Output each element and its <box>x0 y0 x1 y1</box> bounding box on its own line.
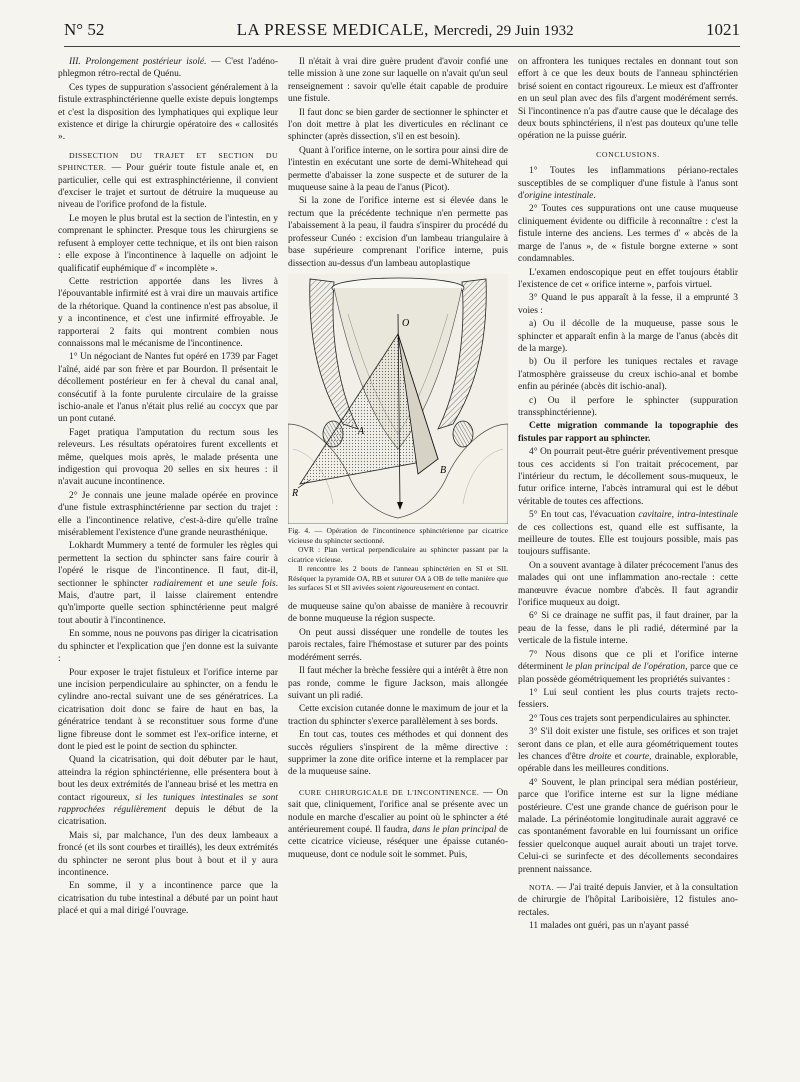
paragraph: NOTA. — J'ai traité depuis Janvier, et à la consultation de chirurgie de l'hôpital Lariboisière, 12 fistules ano-rectales. <box>518 883 738 918</box>
journal-title <box>237 20 574 40</box>
paragraph: Faget pratiqua l'amputation du rectum sous les releveurs. Les résultats opératoires furent excellents et même, quelques mois après, le malade présenta une indigestion qui provoqua 20 selles en six heures : il n'avait aucune incontinence. <box>58 427 278 488</box>
paragraph: Il n'était à vrai dire guère prudent d'avoir confié une telle mission à une zone sur laquelle on n'avait qu'un seul renseignement : savoir qu'elle était capable de produire une fistule. <box>288 57 508 105</box>
paragraph: Lokhardt Mummery a tenté de formuler les règles qui permettent la section du sphincter sans faire courir à l'opéré le risque de l'incontinence. Il faut, dit-il, sectionner le sphincter radiairement et une seule fois. Mais, d'autre part, il laisse clairement entendre qu'n'importe quelle section sphinctérienne peut malgré tout aboutir à l'incontinence. <box>58 541 278 626</box>
paragraph: En somme, il y a incontinence parce que la cicatrisation du tube intestinal a débuté par un point haut placé et qui a mal dirigé l'ouvrage. <box>58 881 278 917</box>
paragraph: Il faut donc se bien garder de sectionner le sphincter et l'on doit mettre à plat les diverticules en réclinant ce sphincter (après dissection, s'il en est besoin). <box>288 107 508 143</box>
paragraph: Pour exposer le trajet fistuleux et l'orifice interne par une incision perpendiculaire au sphincter, on a fendu le cylindre ano-rectal suivant une de ses génératrices. La cicatrisation doit donc se faire de haut en bas, la génératrice tendant à se reconstituer sous forme d'une ligne fibreuse dont le sommet est l'ex-orifice interne, et dont le pied est le point de section du sphincter. <box>58 667 278 752</box>
sphincter-right <box>453 421 473 447</box>
figure-4-illustration <box>288 274 508 524</box>
paragraph: Mais si, par malchance, l'un des deux lambeaux a froncé (et ils sont courbes et tiraillés), les deux extrémités du sphincter ne seront plus bout à bout et il y aura incontinence. <box>58 830 278 878</box>
paragraph: Ces types de suppuration s'associent généralement à la fistule extrasphinctérienne quelle existe depuis longtemps et c'est la disposition des lymphatiques qui explique leur existence et dirige la chirurgie opératoire des « callosités ». <box>58 82 278 143</box>
figure-caption <box>288 526 508 593</box>
paragraph: 2° Je connais une jeune malade opérée en province d'une fistule extrasphinctérienne par section du trajet : elle a l'incontinence relative, c'est-à-dire qu'elle traîne misérablement l'existence d'une grande neurasthénique. <box>58 490 278 539</box>
section-heading-conclusions: CONCLUSIONS. <box>596 149 660 159</box>
paragraph: 4° On pourrait peut-être guérir préventivement presque tous ces accidents si l'on traitait précocement, par l'intérieur du rectum, le décollement sous-muqueux, le futur orifice interne, l'abcès intramural qui est le début véritable de toutes ces affections. <box>518 447 738 507</box>
paragraph: on affrontera les tuniques rectales en donnant tout son effort à ce que les deux bouts de l'anneau sphinctérien brisé soient en contact rigoureux. Le mieux est d'affronter en un seul plan avec des fils d'argent modérément serrés. Si l'incontinence n'a pas d'autre cause que le décalage des deux bouts sphinctériens, il n'est pas douteux qu'une telle opération ne la puisse guérir. <box>518 57 738 142</box>
paragraph: Il faut mécher la brèche fessière qui a intérêt à être non pas ronde, comme le figure Jackson, mais allongée suivant un pli radié. <box>288 666 508 701</box>
paragraph: 3° Quand le pus apparaît à la fesse, il a emprunté 3 voies : <box>518 293 738 316</box>
paragraph: CURE CHIRURGICALE DE L'INCONTINENCE. — On sait que, cliniquement, l'orifice anal se présente avec un nodule en marche d'escalier au point où le sphincter a été antérieurement coupé. Il faudra, dans le plan principal de cette cicatrice vicieuse, réséquer une épaisse cutanéo-muqueuse, dont ce nodule soit le sommet. Puis, <box>288 787 508 860</box>
paragraph: Si la zone de l'orifice interne est si élevée dans le rectum que la précédente technique n'en permette pas l'abaissement à la peau, il faudra s'inspirer du procédé du professeur Cunéo : excision d'un lambeau triangulaire à base supérieure comprenant l'orifice interne, puis dissection au-dessus d'un lambeau autoplastique <box>288 196 508 269</box>
label-r: R <box>292 487 299 499</box>
paragraph: 4° Souvent, le plan principal sera médian postérieur, parce que l'orifice interne est sur la ligne médiane postérieure. C'est une grande chance de guérison pour le malade. La périnéotomie longitudinale aurait aggravé ce cas spontanément favorable en lui fournissant un orifice fessier quelconque auquel aurait abouti un trajet torve. Celui-ci se surinfecte et des décollements secondaires prennent naissance. <box>518 777 738 875</box>
paragraph: 1° Un négociant de Nantes fut opéré en 1739 par Faget l'aîné, aidé par son frère et par Bourdon. Il présentait le décollement postérieur en fer à cheval du canal anal, consécutif à la fonte purulente circulaire de la graisse ischio-anale et l'anus n'était plus relié au coccyx que par un pont cutané. <box>58 352 278 425</box>
paragraph: En tout cas, toutes ces méthodes et qui donnent des succès réguliers s'inspirent de la même directive : supprimer la zone dite orifice interne et la remplacer par de la muqueuse saine. <box>288 730 508 778</box>
paragraph: En somme, nous ne pouvons pas diriger la cicatrisation du sphincter et l'explication que j'en donne est la suivante : <box>58 629 278 665</box>
journal-name: LA PRESSE MEDICALE, <box>236 20 429 39</box>
paragraph: 7° Nous disons que ce pli et l'orifice interne déterminent le plan principal de l'opération, parce que ce plan possède géométriquement les propriétés suivantes : <box>518 649 738 685</box>
paragraph: 1° Lui seul contient les plus courts trajets recto-fessiers. <box>518 687 738 711</box>
paragraph: 5° En tout cas, l'évacuation cavitaire, intra-intestinale de ces collections est, quand elle est suffisante, la meilleure de toutes. Elle est toujours possible, mais pas toujours suffisante. <box>518 510 738 558</box>
paragraph: 2° Toutes ces suppurations ont une cause muqueuse cliniquement évidente ou difficile à reconnaître : c'est la fistule interne des anciens. Les termes d' « abcès de la marge de l'anus », de « fistule borgne externe » sont condamnables. <box>518 204 738 265</box>
paragraph: 3° S'il doit exister une fistule, ses orifices et son trajet seront dans ce plan, et elle aura géométriquement toutes les chances d'être droite et courte, drainable, explorable, opérable dans les meilleures conditions. <box>518 727 738 775</box>
paragraph: Le moyen le plus brutal est la section de l'intestin, en y comprenant le sphincter. Presque tous les chirurgiens se refusent à employer cette technique, et ils ont bien raison : elle expose à l'incontinence à laquelle on adjoint le qualificatif euphémique d' « incomplète ». <box>58 213 278 274</box>
caption-line: Il rencontre les 2 bouts de l'anneau sphinctérien en SI et SII. Réséquer la pyramide OA, RB et suturer OA à OB de telle manière que les surfaces SI et SII avivées soient rigoureusement en contact. <box>288 564 508 593</box>
caption-title: Fig. 4. — Opération de l'incontinence sphinctérienne par cicatrice vicieuse du sphincter sectionné. <box>288 525 508 545</box>
issue-date: Mercredi, 29 Juin 1932 <box>433 23 574 39</box>
label-o: O <box>402 317 410 329</box>
paragraph: de muqueuse saine qu'on abaisse de manière à recouvrir de bonne muqueuse la région suspecte. <box>288 602 508 625</box>
paragraph: Cette restriction apportée dans les livres à l'épouvantable infirmité est à vrai dire un mauvais artifice de la rhétorique. Quand la continence n'est pas absolue, il y a incontinence, et c'est une infirmité effroyable. Je rapporterai 2 faits qui montrent combien nous connaissons mal le mécanisme de l'incontinence. <box>58 276 278 349</box>
paragraph: Quant à l'orifice interne, on le sortira pour ainsi dire de l'intestin en exécutant une sorte de demi-Whitehead qui permette d'abaisser la zone suspecte et de suturer de la muqueuse saine à la peau de l'anus (Picot). <box>288 145 508 194</box>
section-title: III. Prolongement postérieur isolé. <box>69 57 207 67</box>
column-right <box>518 56 738 1056</box>
column-middle <box>288 56 508 1056</box>
paragraph: b) Ou il perfore les tuniques rectales et ravage l'atmosphère graisseuse du creux ischio-anal et bombe enfin au périnée (abcès dit ischio-anal). <box>518 357 738 393</box>
caption-line: OVR : Plan vertical perpendiculaire au sphincter passant par la cicatrice vicieuse. <box>288 545 508 564</box>
paragraph: c) Ou il perfore le sphincter (suppuration transsphinctérienne). <box>518 395 738 418</box>
paragraph: Cette excision cutanée donne le maximum de jour et la traction du sphincter s'exerce parallèlement à ses bords. <box>288 704 508 727</box>
paragraph: 11 malades ont guéri, pas un n'ayant passé <box>529 921 689 932</box>
label-b: B <box>440 464 447 476</box>
paragraph: Cette migration commande la topographie des fistules par rapport au sphincter. <box>518 421 738 444</box>
anatomical-drawing <box>288 274 508 524</box>
paragraph: L'examen endoscopique peut en effet toujours établir l'existence de cet « orifice interne », parfois virtuel. <box>518 267 738 290</box>
paragraph: On peut aussi disséquer une rondelle de toutes les parois rectales, faire l'hémostase et suturer par des points modérément serrés. <box>288 627 508 663</box>
paragraph: a) Ou il décolle de la muqueuse, passe sous le sphincter et apparaît enfin à la marge de l'anus (abcès dit de la marge). <box>518 319 738 354</box>
paragraph: DISSECTION DU TRAJET ET SECTION DU SPHINCTER. — Pour guérir toute fistule anale et, en particulier, celle qui est extrasphinctérienne, il convient d'exciser le trajet et surtout de détruire la muqueuse au niveau de l'orifice profond de la fistule. <box>58 150 278 211</box>
issue-number: N° 52 <box>64 20 105 39</box>
paragraph: 2° Tous ces trajets sont perpendiculaires au sphincter. <box>529 713 731 724</box>
label-a: A <box>358 425 365 437</box>
page-header <box>64 20 740 47</box>
paragraph: Quand la cicatrisation, qui doit débuter par le haut, atteindra la région sphinctérienne, elle présentera bout à bout les deux extrémités de l'anneau brisé et les mettra en contact rigoureux, si les tuniques intestinales se sont rapprochées régulièrement depuis le début de la cicatrisation. <box>58 755 278 828</box>
section-heading: DISSECTION DU TRAJET ET SECTION DU SPHINCTER. <box>58 150 278 173</box>
section-heading: CURE CHIRURGICALE DE L'INCONTINENCE. <box>299 787 480 797</box>
page-number: 1021 <box>706 20 740 39</box>
paragraph: 6° Si ce drainage ne suffit pas, il faut drainer, par la peau de la fesse, dans le pli radié, déterminé par la verticale de la fistule interne. <box>518 611 738 647</box>
nota-label: NOTA. <box>529 883 554 892</box>
paragraph: 1° Toutes les inflammations périano-rectales susceptibles de se compliquer d'une fistule à l'anus sont d'origine intestinale. <box>518 166 738 202</box>
paragraph: III. Prolongement postérieur isolé. — C'est l'adéno-phlegmon rétro-rectal de Quénu. <box>58 57 278 80</box>
paragraph: On a souvent avantage à dilater précocement l'anus des malades qui ont une inflammation ano-rectale : cette manœuvre évacue nombre d'abcès. Il faut agrandir l'orifice muqueux au doigt. <box>518 560 738 609</box>
column-left <box>58 56 278 1056</box>
